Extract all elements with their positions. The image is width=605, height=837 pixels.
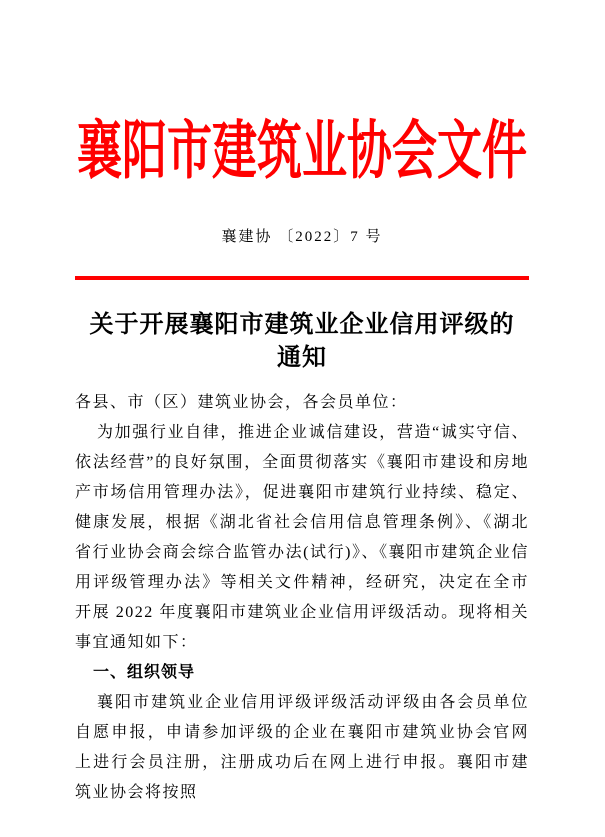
org-title: 襄阳市建筑业协会文件 — [76, 115, 527, 187]
section-1-heading: 一、组织领导 — [93, 664, 196, 681]
paragraph-enrollment: 襄阳市建筑业企业信用评级评级活动评级由各会员单位自愿申报，申请参加评级的企业在襄阳市建筑业协会官网上进行会员注册，注册成功后在网上进行申报。襄阳市建筑业协会将按照 — [75, 694, 529, 801]
doc-number: 襄建协 〔2022〕7 号 — [221, 229, 383, 245]
red-divider-line — [75, 276, 529, 280]
notice-body — [75, 388, 529, 808]
notice-title-line-2: 通知 — [277, 344, 327, 371]
notice-title-line-1: 关于开展襄阳市建筑业企业信用评级的 — [89, 311, 515, 338]
paragraph-intro: 为加强行业自律，推进企业诚信建设，营造“诚实守信、依法经营”的良好氛围，全面贯彻落实《襄阳市建设和房地产市场信用管理办法》，促进襄阳市建筑行业持续、稳定、健康发展，根据《湖北省社会信用信息管理条例》、《湖北省行业协会商会综合监管办法(试行)》、《襄阳市建筑企业信用评级管理办法》等相关文件精神，经研究，决定在全市开展 2022 年度襄阳市建筑业企业信用评级活动。现将相关事宜通知如下： — [75, 424, 529, 651]
salutation: 各县、市（区）建筑业协会，各会员单位： — [75, 394, 408, 411]
notice-title — [75, 308, 529, 374]
